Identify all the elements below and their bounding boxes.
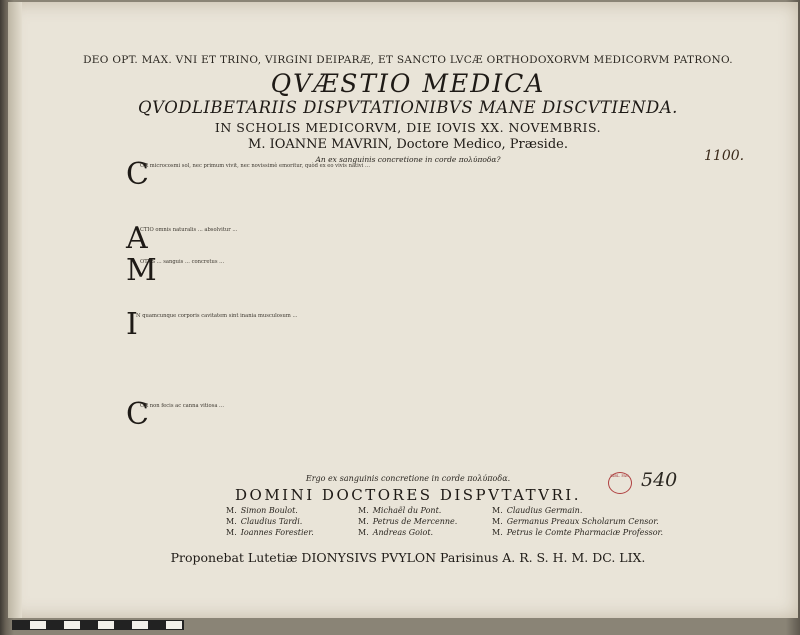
doctor-name: M. Petrus le Comte Pharmaciæ Professor. <box>492 527 663 538</box>
presider-line: M. IOANNE MAVRIN, Doctore Medico, Præside. <box>248 137 568 152</box>
drop-cap: M <box>126 253 157 288</box>
schedule-line: IN SCHOLIS MEDICORVM, DIE IOVIS XX. NOVEMBRIS. <box>214 120 602 135</box>
printed-page <box>8 2 798 618</box>
imprint-line: Proponebat Lutetiæ DIONYSIVS PVYLON Parisinus A. R. S. H. M. DC. LIX. <box>170 550 646 565</box>
closing-question: Ergo ex sanguinis concretione in corde πολύποδα. <box>305 474 511 483</box>
text-section-5: OR non fecis ac canna vitiosa ... <box>140 403 225 409</box>
text-section-1: OR microcosmi sol, nec primum vivit, nec novissimè emoritur, quòd ex eo vivis nativi ... <box>140 163 370 169</box>
page-title: QVÆSTIO MEDICA <box>270 69 546 98</box>
thesis-question: An ex sanguinis concretione in corde πολύποδα? <box>315 155 501 164</box>
doctor-name: M. Germanus Preaux Scholarum Censor. <box>492 516 663 527</box>
library-stamp: BIBL. FAC. <box>608 472 632 494</box>
doctor-name: M. Andreas Goiot. <box>358 527 457 538</box>
page-edge <box>8 2 22 618</box>
text-section-3: OTVS ... sanguis ... concretus ... <box>140 259 225 265</box>
folio-note: 1100. <box>704 148 745 164</box>
doctor-name: M. Petrus de Mercenne. <box>358 516 457 527</box>
doctor-name: M. Michaël du Pont. <box>358 505 457 516</box>
drop-cap: C <box>126 157 149 192</box>
manuscript-number: 540 <box>641 469 678 491</box>
drop-cap: A <box>126 221 148 256</box>
doctor-name: M. Claudius Tardi. <box>226 516 314 527</box>
doctor-name: M. Claudius Germain. <box>492 505 663 516</box>
text-section-4: N quamcunque corporis cavitatem sint inania musculosum ... <box>136 313 298 319</box>
doctor-name: M. Simon Boulot. <box>226 505 314 516</box>
scale-ruler <box>12 620 184 630</box>
dedication-line: DEO OPT. MAX. VNI ET TRINO, VIRGINI DEIPARÆ, ET SANCTO LVCÆ ORTHODOXORVM MEDICORVM PATRONO. <box>83 54 733 66</box>
doctors-column-2 <box>358 505 457 538</box>
text-section-2: CTIO omnis naturalis ... absolvitur ... <box>140 227 238 233</box>
doctors-heading: DOMINI DOCTORES DISPVTATVRI. <box>235 486 581 504</box>
doctors-column-1 <box>226 505 314 538</box>
doctors-column-3 <box>492 505 663 538</box>
doctor-name: M. Ioannes Forestier. <box>226 527 314 538</box>
drop-cap: C <box>126 397 149 432</box>
drop-cap: I <box>126 307 138 342</box>
page-subtitle: QVODLIBETARIIS DISPVTATIONIBVS MANE DISCVTIENDA. <box>138 98 678 117</box>
